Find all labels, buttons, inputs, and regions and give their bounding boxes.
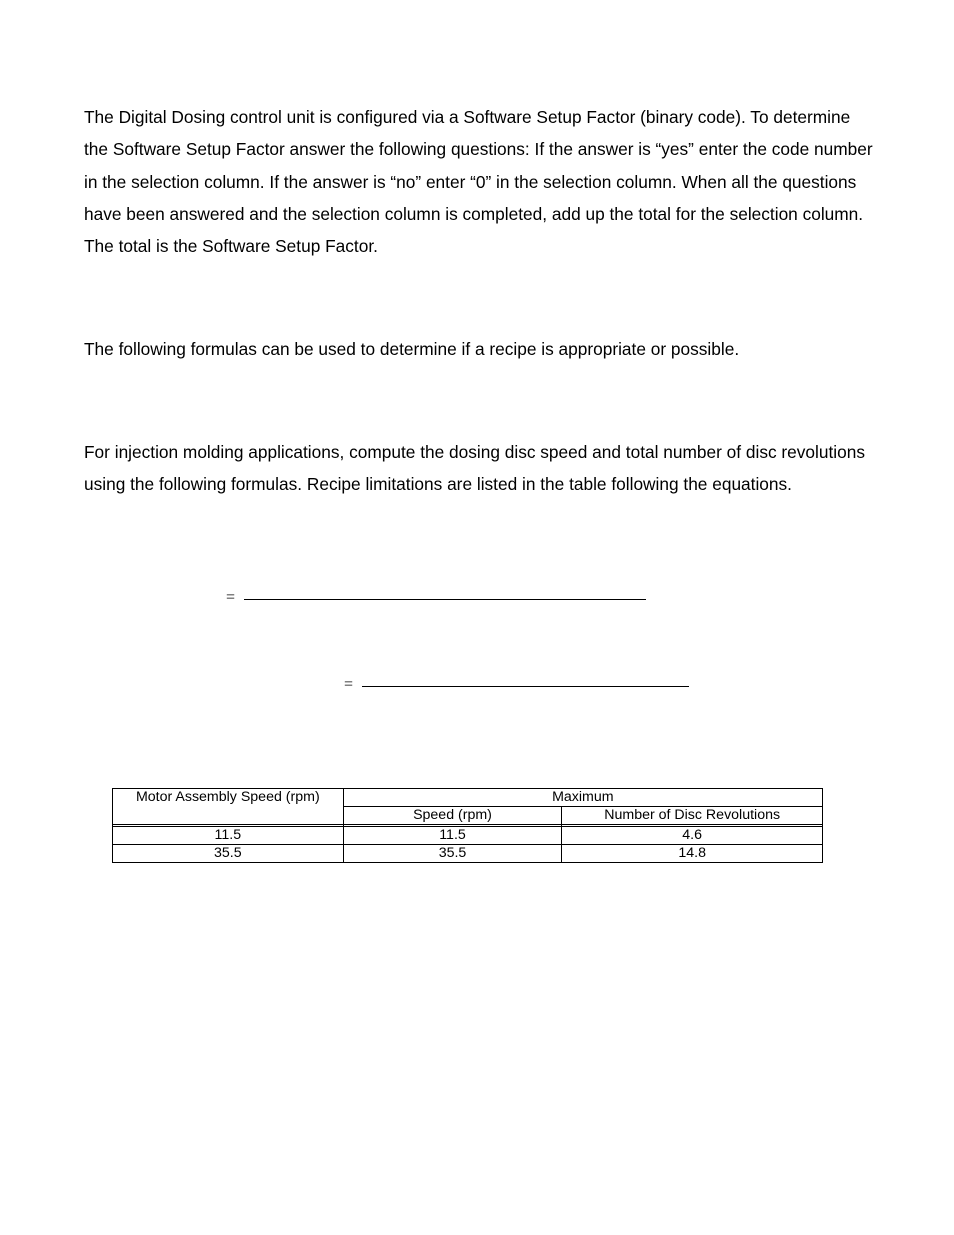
table-header-row (113, 789, 823, 807)
header-maximum: Maximum (343, 789, 822, 807)
disc-speed-equation (226, 588, 646, 608)
equals-sign: = (226, 589, 236, 606)
cell-max-speed: 35.5 (343, 845, 562, 863)
fraction-bar (244, 599, 646, 600)
fraction-bar (362, 686, 689, 687)
equals-sign: = (344, 676, 354, 693)
setup-factor-paragraph: The Digital Dosing control unit is configured via a Software Setup Factor (binary code). To determine the Software Setup Factor answer the following questions: If the answer is “yes” enter the code number in the selection column. If the answer is “no” enter “0” in the selection column. When all the questions have been answered and the selection column is completed, add up the total for the selection column. The total is the Software Setup Factor. (84, 107, 873, 257)
header-speed: Speed (rpm) (343, 807, 562, 825)
cell-max-revolutions: 4.6 (562, 827, 823, 845)
disc-revolutions-equation (344, 675, 690, 695)
header-motor-speed: Motor Assembly Speed (rpm) (113, 789, 344, 825)
cell-motor-speed: 11.5 (113, 827, 344, 845)
table-row (113, 827, 823, 845)
cell-max-revolutions: 14.8 (562, 845, 823, 863)
recipe-limitations-table (112, 788, 823, 863)
formulas-intro-paragraph: The following formulas can be used to determine if a recipe is appropriate or possible. (84, 339, 740, 359)
header-revolutions: Number of Disc Revolutions (562, 807, 823, 825)
table-row (113, 845, 823, 863)
cell-max-speed: 11.5 (343, 827, 562, 845)
cell-motor-speed: 35.5 (113, 845, 344, 863)
injection-molding-paragraph: For injection molding applications, compute the dosing disc speed and total number of disc revolutions using the following formulas. Recipe limitations are listed in the table following the equations. (84, 442, 865, 495)
